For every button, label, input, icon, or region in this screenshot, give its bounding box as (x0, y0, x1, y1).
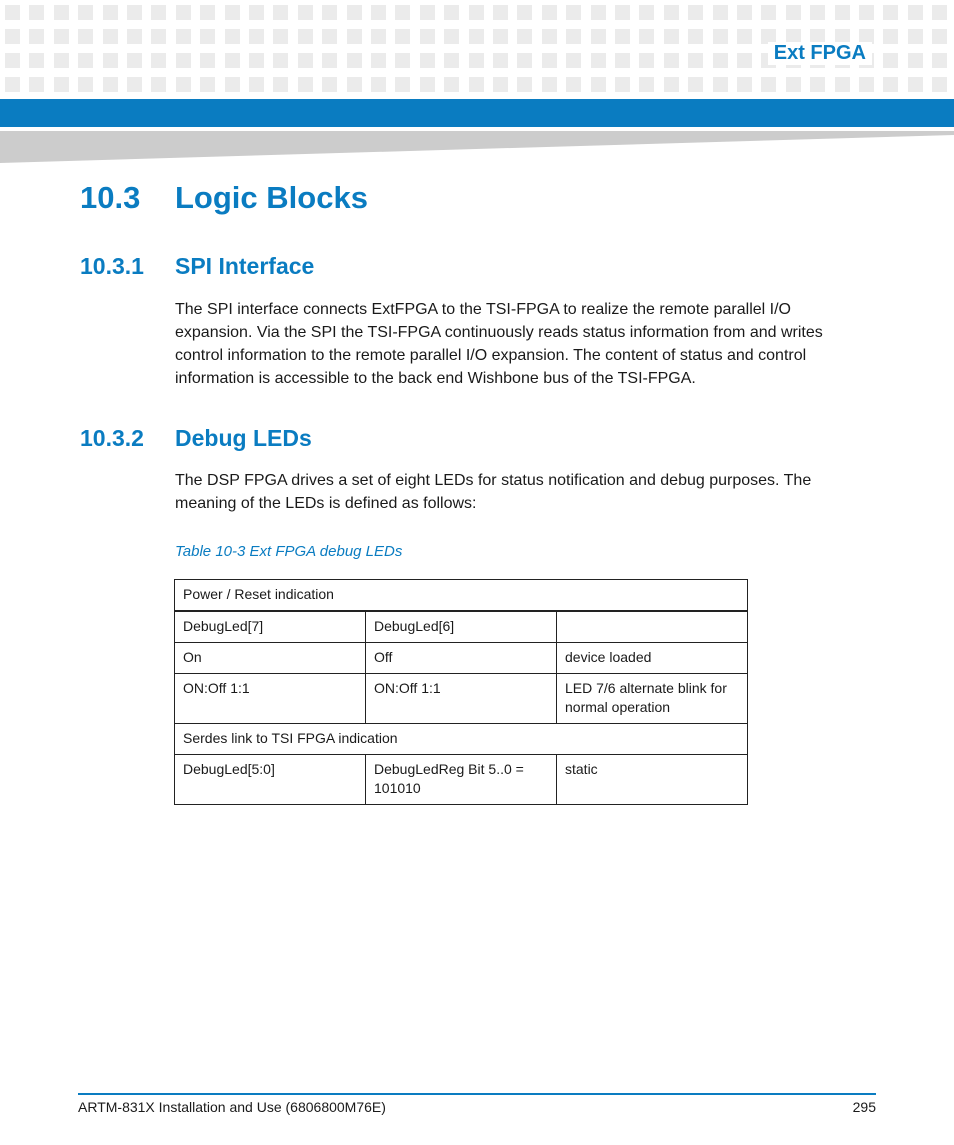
pattern-square (639, 29, 654, 44)
pattern-square (883, 53, 898, 68)
pattern-square (371, 53, 386, 68)
pattern-square (298, 77, 313, 92)
table-row (175, 643, 748, 674)
pattern-square (347, 53, 362, 68)
header-blue-bar (0, 99, 954, 127)
pattern-square (151, 5, 166, 20)
pattern-square (176, 5, 191, 20)
pattern-square (200, 5, 215, 20)
table-row (175, 674, 748, 724)
pattern-square (103, 5, 118, 20)
pattern-square (151, 77, 166, 92)
pattern-square (5, 53, 20, 68)
pattern-square (469, 53, 484, 68)
table-cell: On (175, 643, 366, 674)
pattern-square (103, 53, 118, 68)
pattern-square (127, 53, 142, 68)
debug-leds-table (174, 579, 748, 805)
pattern-square (469, 5, 484, 20)
pattern-square (786, 77, 801, 92)
pattern-square (883, 77, 898, 92)
pattern-square (932, 5, 947, 20)
pattern-square (615, 53, 630, 68)
pattern-square (859, 77, 874, 92)
pattern-square (932, 53, 947, 68)
pattern-square (395, 77, 410, 92)
table-cell: Off (366, 643, 557, 674)
table-group-row (175, 724, 748, 755)
pattern-square (591, 77, 606, 92)
pattern-square (908, 5, 923, 20)
page-number: 295 (852, 1099, 876, 1115)
pattern-square (78, 53, 93, 68)
pattern-square (127, 5, 142, 20)
pattern-square (688, 77, 703, 92)
pattern-square (517, 5, 532, 20)
pattern-square (713, 77, 728, 92)
pattern-square (347, 77, 362, 92)
pattern-square (298, 5, 313, 20)
table-cell (557, 611, 748, 643)
pattern-square (566, 53, 581, 68)
section-title: Logic Blocks (175, 180, 368, 215)
pattern-square (810, 77, 825, 92)
pattern-square (932, 77, 947, 92)
pattern-square (54, 77, 69, 92)
footer-rule (78, 1093, 876, 1095)
pattern-square (664, 29, 679, 44)
pattern-square (688, 53, 703, 68)
pattern-square (29, 53, 44, 68)
chapter-label: Ext FPGA (768, 42, 872, 65)
pattern-square (444, 5, 459, 20)
pattern-square (517, 77, 532, 92)
pattern-square (249, 53, 264, 68)
pattern-square (493, 53, 508, 68)
pattern-square (420, 53, 435, 68)
table-group-title: Power / Reset indication (175, 580, 748, 612)
pattern-square (615, 29, 630, 44)
pattern-square (420, 29, 435, 44)
pattern-square (493, 5, 508, 20)
pattern-square (78, 77, 93, 92)
pattern-square (395, 5, 410, 20)
table-caption: Table 10-3 Ext FPGA debug LEDs (175, 543, 403, 560)
pattern-square (420, 77, 435, 92)
pattern-square (103, 29, 118, 44)
pattern-square (273, 5, 288, 20)
pattern-square (713, 53, 728, 68)
pattern-square (395, 29, 410, 44)
pattern-square (298, 53, 313, 68)
pattern-square (737, 29, 752, 44)
pattern-square (688, 5, 703, 20)
pattern-square (566, 29, 581, 44)
pattern-square (664, 53, 679, 68)
pattern-square (615, 77, 630, 92)
pattern-square (493, 29, 508, 44)
pattern-square (835, 77, 850, 92)
pattern-square (200, 77, 215, 92)
pattern-square (493, 77, 508, 92)
table-cell: DebugLed[7] (175, 611, 366, 643)
pattern-square (566, 77, 581, 92)
pattern-square (127, 77, 142, 92)
subsection-title: SPI Interface (175, 253, 315, 279)
pattern-square (322, 53, 337, 68)
subsection-heading-spi (80, 253, 314, 280)
pattern-square (176, 77, 191, 92)
pattern-square (639, 5, 654, 20)
pattern-square (200, 53, 215, 68)
pattern-square (151, 29, 166, 44)
pattern-square (249, 77, 264, 92)
pattern-square (469, 77, 484, 92)
pattern-square (54, 5, 69, 20)
pattern-square (444, 77, 459, 92)
pattern-square (249, 29, 264, 44)
pattern-square (737, 77, 752, 92)
pattern-square (908, 29, 923, 44)
table-group-row (175, 580, 748, 612)
pattern-square (664, 5, 679, 20)
pattern-square (273, 77, 288, 92)
pattern-square (883, 5, 898, 20)
pattern-square (444, 29, 459, 44)
pattern-square (395, 53, 410, 68)
pattern-square (737, 53, 752, 68)
pattern-square (908, 77, 923, 92)
table-row (175, 611, 748, 643)
subsection-number: 10.3.2 (80, 425, 144, 451)
pattern-square (322, 77, 337, 92)
section-heading (80, 180, 368, 216)
subsection-heading-debug-leds (80, 425, 312, 452)
pattern-square (517, 29, 532, 44)
table-cell: static (557, 755, 748, 805)
pattern-square (103, 77, 118, 92)
pattern-square (517, 53, 532, 68)
pattern-square (713, 29, 728, 44)
pattern-square (273, 29, 288, 44)
pattern-square (29, 5, 44, 20)
pattern-square (5, 5, 20, 20)
pattern-square (225, 53, 240, 68)
pattern-square (371, 77, 386, 92)
pattern-square (688, 29, 703, 44)
pattern-square (639, 53, 654, 68)
pattern-square (883, 29, 898, 44)
pattern-square (322, 29, 337, 44)
pattern-square (78, 5, 93, 20)
pattern-square (810, 5, 825, 20)
table-cell: ON:Off 1:1 (366, 674, 557, 724)
pattern-square (542, 29, 557, 44)
pattern-square (78, 29, 93, 44)
spi-paragraph: The SPI interface connects ExtFPGA to the TSI-FPGA to realize the remote parallel I/O expansion. Via the SPI the TSI-FPGA continuously reads status information from and writes control information to the remote parallel I/O expansion. The content of status and control information is accessible to the back end Wishbone bus of the TSI-FPGA. (175, 301, 823, 387)
pattern-square (176, 29, 191, 44)
pattern-square (761, 5, 776, 20)
pattern-square (347, 5, 362, 20)
pattern-square (176, 53, 191, 68)
pattern-square (615, 5, 630, 20)
pattern-square (908, 53, 923, 68)
debug-leds-paragraph: The DSP FPGA drives a set of eight LEDs for status notification and debug purposes. The meaning of the LEDs is defined as follows: (175, 472, 812, 512)
table-cell: DebugLed[5:0] (175, 755, 366, 805)
subsection-number: 10.3.1 (80, 253, 144, 279)
table-group-title: Serdes link to TSI FPGA indication (175, 724, 748, 755)
pattern-square (371, 29, 386, 44)
pattern-square (737, 5, 752, 20)
pattern-square (932, 29, 947, 44)
pattern-square (151, 53, 166, 68)
pattern-square (639, 77, 654, 92)
pattern-square (469, 29, 484, 44)
table-cell: DebugLed[6] (366, 611, 557, 643)
pattern-square (225, 77, 240, 92)
pattern-square (5, 29, 20, 44)
pattern-square (273, 53, 288, 68)
pattern-square (298, 29, 313, 44)
pattern-square (542, 77, 557, 92)
pattern-square (29, 29, 44, 44)
table-cell: ON:Off 1:1 (175, 674, 366, 724)
pattern-square (566, 5, 581, 20)
pattern-square (200, 29, 215, 44)
section-number: 10.3 (80, 180, 141, 215)
pattern-square (591, 29, 606, 44)
pattern-square (542, 53, 557, 68)
footer-doc-title: ARTM-831X Installation and Use (6806800M76E) (78, 1099, 386, 1115)
pattern-square (444, 53, 459, 68)
pattern-square (542, 5, 557, 20)
pattern-square (225, 29, 240, 44)
pattern-square (225, 5, 240, 20)
subsection-title: Debug LEDs (175, 425, 312, 451)
pattern-square (127, 29, 142, 44)
pattern-square (249, 5, 264, 20)
pattern-square (54, 29, 69, 44)
table-cell: DebugLedReg Bit 5..0 = 101010 (366, 755, 557, 805)
pattern-square (786, 5, 801, 20)
pattern-square (664, 77, 679, 92)
table-row (175, 755, 748, 805)
table-cell: LED 7/6 alternate blink for normal operation (557, 674, 748, 724)
pattern-square (859, 5, 874, 20)
pattern-square (322, 5, 337, 20)
pattern-square (347, 29, 362, 44)
header-gray-wedge (0, 131, 954, 163)
pattern-square (713, 5, 728, 20)
table-cell: device loaded (557, 643, 748, 674)
pattern-square (54, 53, 69, 68)
pattern-square (591, 53, 606, 68)
pattern-square (371, 5, 386, 20)
pattern-square (835, 5, 850, 20)
pattern-square (5, 77, 20, 92)
pattern-square (29, 77, 44, 92)
pattern-square (420, 5, 435, 20)
pattern-square (591, 5, 606, 20)
pattern-square (761, 77, 776, 92)
